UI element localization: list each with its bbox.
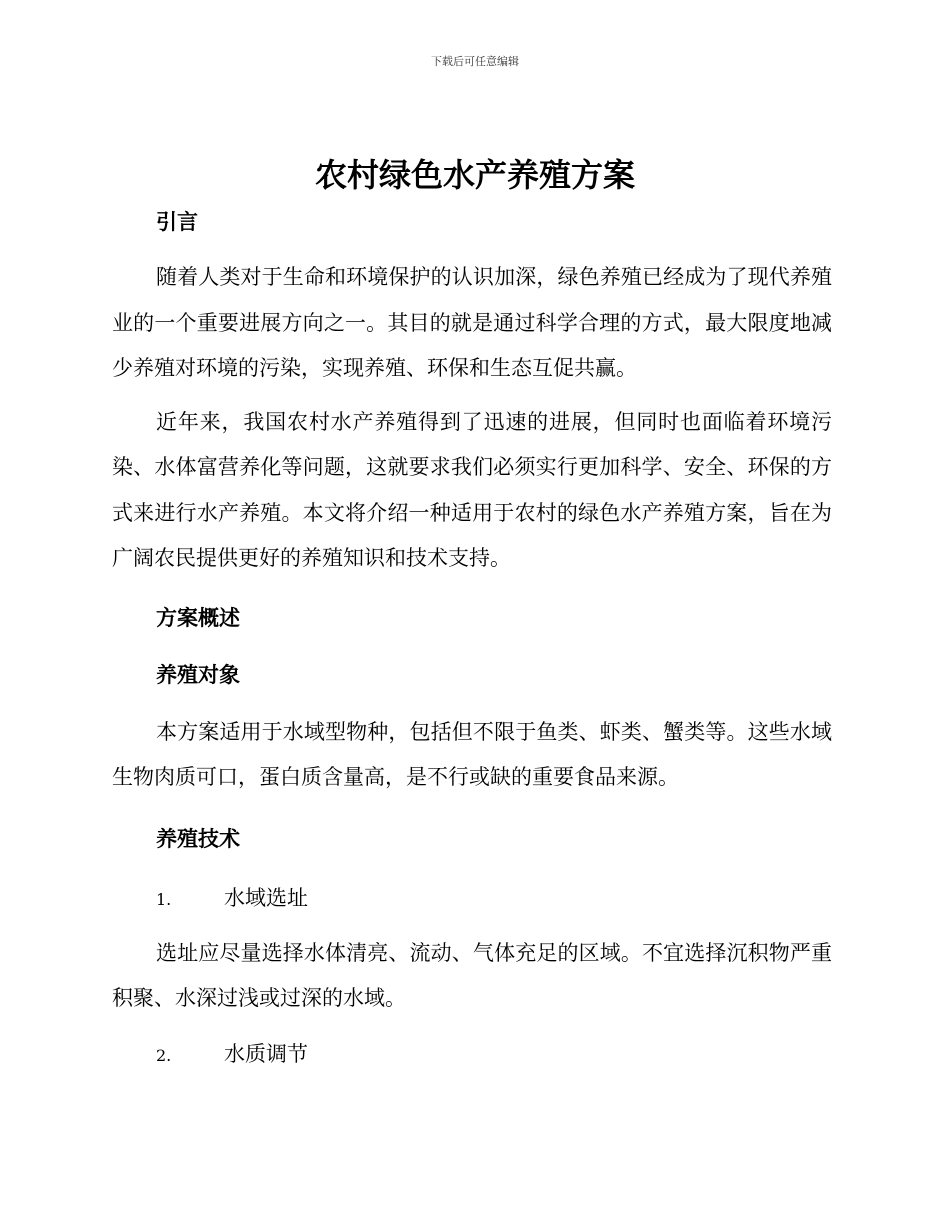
overview-heading: 方案概述 <box>156 605 240 630</box>
list-label: 水质调节 <box>224 1041 308 1066</box>
tech-heading: 养殖技术 <box>156 826 240 851</box>
objects-paragraph: 本方案适用于水域型物种，包括但不限于鱼类、虾类、蟹类等。这些水域生物肉质可口，蛋白质含量高，是不行或缺的重要食品来源。 <box>112 719 832 789</box>
list-item-site-selection <box>156 876 832 921</box>
page-header: 下载后可任意编辑 <box>431 55 519 68</box>
intro-paragraph-1: 随着人类对于生命和环境保护的认识加深，绿色养殖已经成为了现代养殖业的一个重要进展方向之一。其目的就是通过科学合理的方式，最大限度地减少养殖对环境的污染，实现养殖、环保和生态互促共赢。 <box>112 265 832 380</box>
list-item-water-quality <box>156 1032 832 1077</box>
intro-paragraph-2: 近年来，我国农村水产养殖得到了迅速的进展，但同时也面临着环境污染、水体富营养化等问题，这就要求我们必须实行更加科学、安全、环保的方式来进行水产养殖。本文将介绍一种适用于农村的绿色水产养殖方案，旨在为广阔农民提供更好的养殖知识和技术支持。 <box>112 409 832 570</box>
list-number: 2. <box>156 1045 172 1065</box>
site-selection-paragraph: 选址应尽量选择水体清亮、流动、气体充足的区域。不宜选择沉积物严重积聚、水深过浅或过深的水域。 <box>112 940 832 1010</box>
document-title: 农村绿色水产养殖方案 <box>314 156 635 194</box>
intro-heading: 引言 <box>156 210 198 234</box>
list-number: 1. <box>156 889 172 909</box>
objects-heading: 养殖对象 <box>156 662 240 687</box>
document-body <box>112 205 832 1077</box>
list-label: 水域选址 <box>224 885 308 910</box>
